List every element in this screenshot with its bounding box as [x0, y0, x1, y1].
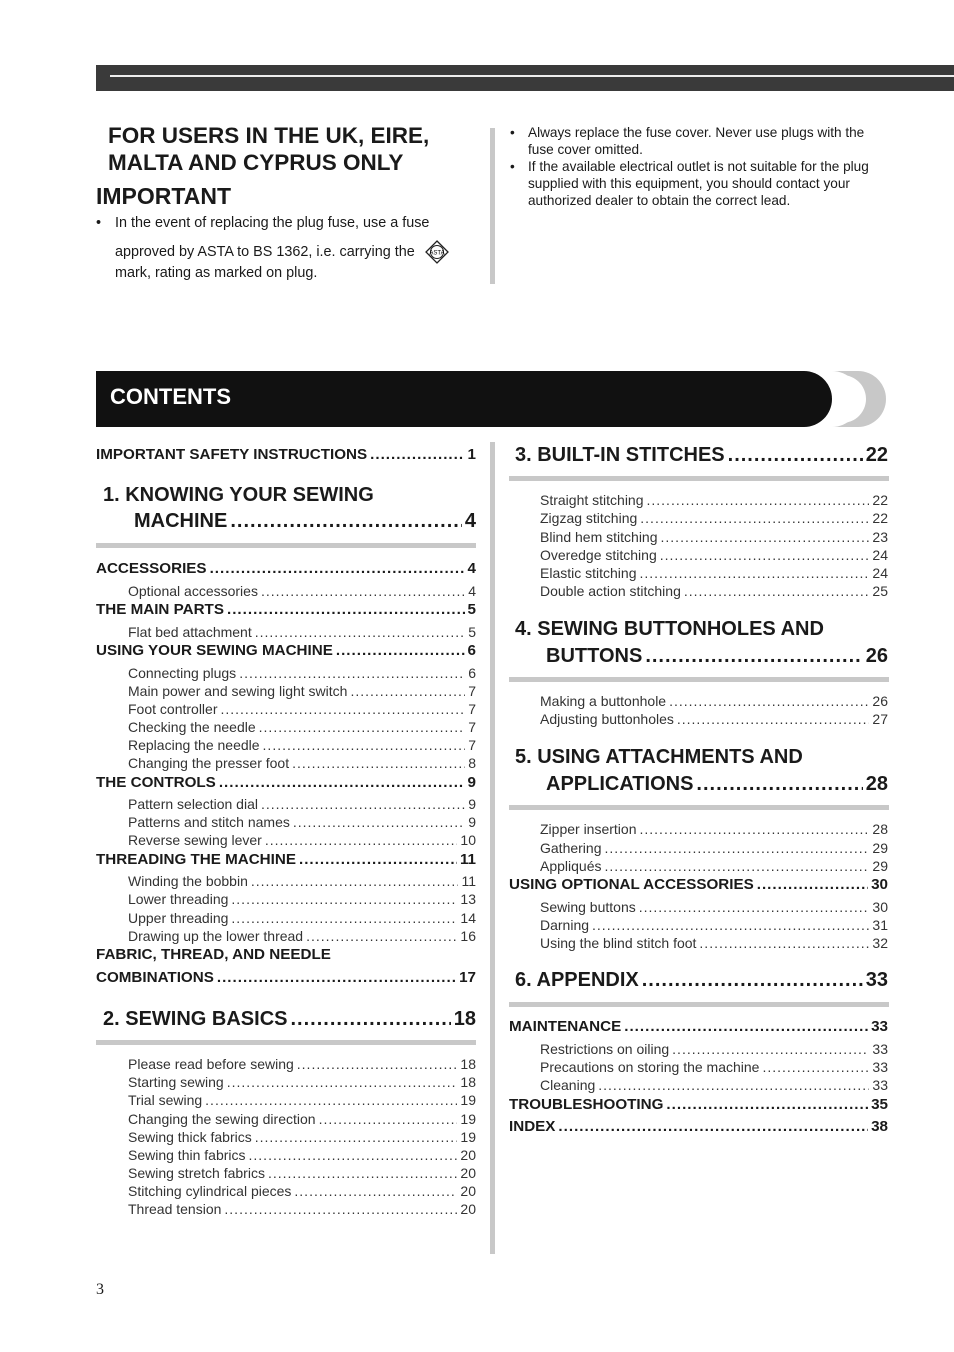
- header-bar: [96, 65, 954, 91]
- toc-subentry[interactable]: Main power and sewing light switch ..... 7: [128, 683, 476, 699]
- toc-entry-threading[interactable]: THREADING THE MACHINE ..... 11: [96, 851, 476, 868]
- toc-entry-main-parts[interactable]: THE MAIN PARTS ..... 5: [96, 601, 476, 618]
- toc-subentry[interactable]: Sewing thick fabrics ..... 19: [128, 1129, 476, 1145]
- toc-entry-fabric-title[interactable]: FABRIC, THREAD, AND NEEDLE: [96, 946, 331, 963]
- list-item: • Always replace the fuse cover. Never use plugs with the fuse cover omitted.: [510, 125, 865, 157]
- toc-subentry[interactable]: Winding the bobbin ..... 11: [128, 873, 476, 889]
- important-heading: IMPORTANT: [96, 183, 232, 209]
- toc-subentry[interactable]: Sewing thin fabrics ..... 20: [128, 1147, 476, 1163]
- toc-subentry[interactable]: Trial sewing ..... 19: [128, 1092, 476, 1108]
- toc-entry-index[interactable]: INDEX ..... 38: [509, 1118, 888, 1135]
- fuse-notice: • In the event of replacing the plug fuse, use a fuse approved by ASTA to BS 1362, i.e. carrying the ASTA mark, rating as marked on plug.: [96, 210, 476, 287]
- toc-subentry[interactable]: Optional accessories ..... 4: [128, 583, 476, 599]
- toc-chapter-3[interactable]: 3. BUILT-IN STITCHES ..... 22: [515, 444, 888, 467]
- toc-subentry[interactable]: Precautions on storing the machine ..... 33: [540, 1059, 888, 1075]
- chapter-divider: [509, 1002, 889, 1007]
- toc-subentry[interactable]: Using the blind stitch foot ..... 32: [540, 935, 888, 951]
- toc-chapter-4[interactable]: BUTTONS ..... 26: [546, 645, 888, 668]
- toc-entry-using[interactable]: USING YOUR SEWING MACHINE ..... 6: [96, 642, 476, 659]
- toc-subentry[interactable]: Stitching cylindrical pieces ..... 20: [128, 1183, 476, 1199]
- toc-subentry[interactable]: Double action stitching ..... 25: [540, 583, 888, 599]
- chapter-divider: [96, 543, 476, 548]
- toc-entry-accessories[interactable]: ACCESSORIES ..... 4: [96, 560, 476, 577]
- toc-subentry[interactable]: Sewing buttons ..... 30: [540, 899, 888, 915]
- toc-subentry[interactable]: Reverse sewing lever ..... 10: [128, 832, 476, 848]
- toc-entry-safety[interactable]: IMPORTANT SAFETY INSTRUCTIONS ..... 1: [96, 446, 476, 463]
- toc-chapter-1[interactable]: MACHINE ..... 4: [134, 510, 476, 533]
- toc-subentry[interactable]: Zipper insertion ..... 28: [540, 821, 888, 837]
- toc-chapter-5[interactable]: APPLICATIONS ..... 28: [546, 773, 888, 796]
- toc-subentry[interactable]: Thread tension ..... 20: [128, 1201, 476, 1217]
- toc-subentry[interactable]: Changing the presser foot ..... 8: [128, 755, 476, 771]
- toc-entry-fabric[interactable]: COMBINATIONS ..... 17: [96, 969, 476, 986]
- toc-subentry[interactable]: Connecting plugs ..... 6: [128, 665, 476, 681]
- toc-subentry[interactable]: Darning ..... 31: [540, 917, 888, 933]
- toc-subentry[interactable]: Restrictions on oiling ..... 33: [540, 1041, 888, 1057]
- toc-chapter-4-title[interactable]: 4. SEWING BUTTONHOLES AND: [515, 618, 824, 640]
- toc-subentry[interactable]: Elastic stitching ..... 24: [540, 565, 888, 581]
- toc-subentry[interactable]: Pattern selection dial ..... 9: [128, 796, 476, 812]
- toc-subentry[interactable]: Gathering ..... 29: [540, 840, 888, 856]
- chapter-divider: [509, 805, 889, 810]
- toc-entry-optional[interactable]: USING OPTIONAL ACCESSORIES ..... 30: [509, 876, 888, 893]
- toc-entry-troubleshooting[interactable]: TROUBLESHOOTING ..... 35: [509, 1096, 888, 1113]
- asta-mark-icon: [425, 240, 449, 264]
- toc-subentry[interactable]: Blind hem stitching ..... 23: [540, 529, 888, 545]
- toc-subentry[interactable]: Appliqués ..... 29: [540, 858, 888, 874]
- toc-subentry[interactable]: Changing the sewing direction ..... 19: [128, 1111, 476, 1127]
- chapter-divider: [509, 476, 889, 481]
- toc-subentry[interactable]: Overedge stitching ..... 24: [540, 547, 888, 563]
- toc-subentry[interactable]: Cleaning ..... 33: [540, 1077, 888, 1093]
- fuse-cover-notes: [510, 124, 890, 209]
- toc-subentry[interactable]: Making a buttonhole ..... 26: [540, 693, 888, 709]
- toc-subentry[interactable]: Starting sewing ..... 18: [128, 1074, 476, 1090]
- page-number: 3: [96, 1281, 104, 1298]
- toc-subentry[interactable]: Checking the needle ..... 7: [128, 719, 476, 735]
- contents-heading: CONTENTS: [110, 384, 231, 409]
- toc-subentry[interactable]: Lower threading ..... 13: [128, 891, 476, 907]
- toc-entry-controls[interactable]: THE CONTROLS ..... 9: [96, 774, 476, 791]
- toc-subentry[interactable]: Flat bed attachment ..... 5: [128, 624, 476, 640]
- toc-chapter-1-title[interactable]: 1. KNOWING YOUR SEWING: [103, 484, 374, 506]
- column-divider-main: [490, 442, 495, 1254]
- contents-heading-bar: [96, 371, 832, 427]
- toc-subentry[interactable]: Upper threading ..... 14: [128, 910, 476, 926]
- toc-chapter-6[interactable]: 6. APPENDIX ..... 33: [515, 969, 888, 992]
- uk-notice-title: FOR USERS IN THE UK, EIRE, MALTA AND CYPRUS ONLY: [108, 123, 430, 175]
- toc-subentry[interactable]: Foot controller ..... 7: [128, 701, 476, 717]
- toc-subentry[interactable]: Please read before sewing ..... 18: [128, 1056, 476, 1072]
- toc-subentry[interactable]: Replacing the needle ..... 7: [128, 737, 476, 753]
- toc-subentry[interactable]: Patterns and stitch names ..... 9: [128, 814, 476, 830]
- toc-entry-maintenance[interactable]: MAINTENANCE ..... 33: [509, 1018, 888, 1035]
- chapter-divider: [96, 1040, 476, 1045]
- toc-chapter-2[interactable]: 2. SEWING BASICS ..... 18: [103, 1008, 476, 1031]
- svg-text:ASTA: ASTA: [429, 250, 445, 257]
- toc-subentry[interactable]: Straight stitching ..... 22: [540, 492, 888, 508]
- toc-chapter-5-title[interactable]: 5. USING ATTACHMENTS AND: [515, 746, 803, 768]
- toc-subentry[interactable]: Adjusting buttonholes ..... 27: [540, 711, 888, 727]
- toc-subentry[interactable]: Sewing stretch fabrics ..... 20: [128, 1165, 476, 1181]
- toc-subentry[interactable]: Zigzag stitching ..... 22: [540, 510, 888, 526]
- chapter-divider: [509, 677, 889, 682]
- list-item: • If the available electrical outlet is not suitable for the plug supplied with this equipment, you should contact your authorized dealer to obtain the correct lead.: [510, 159, 869, 208]
- column-divider-top: [490, 128, 495, 284]
- toc-subentry[interactable]: Drawing up the lower thread ..... 16: [128, 928, 476, 944]
